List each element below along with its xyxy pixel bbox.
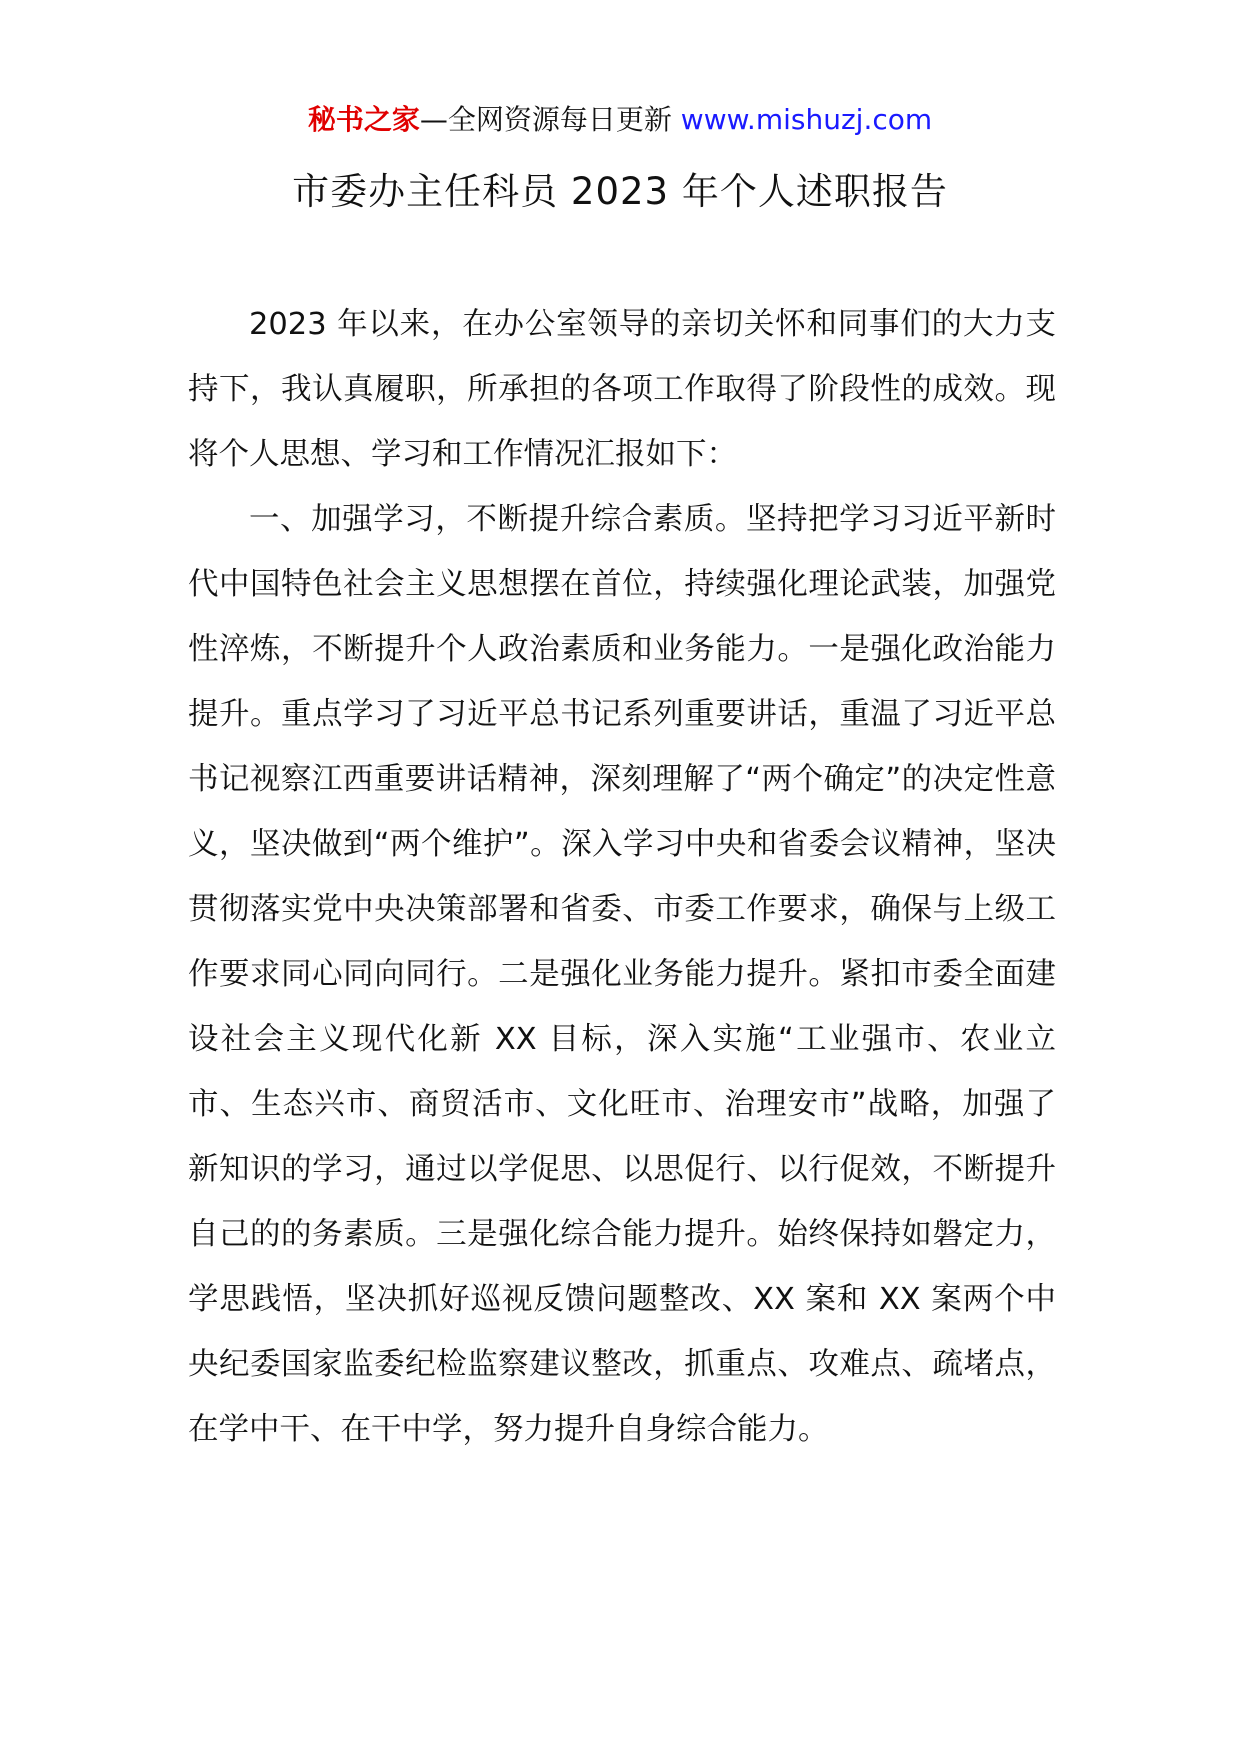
site-header — [0, 100, 1240, 140]
paragraph-section-1: 一、加强学习，不断提升综合素质。坚持把学习习近平新时代中国特色社会主义思想摆在首位，持续强化理论武装，加强党性淬炼，不断提升个人政治素质和业务能力。一是强化政治能力提升。重点学习了习近平总书记系列重要讲话，重温了习近平总书记视察江西重要讲话精神，深刻理解了“两个确定”的决定性意义，坚决做到“两个维护”。深入学习中央和省委会议精神，坚决贯彻落实党中央决策部署和省委、市委工作要求，确保与上级工作要求同心同向同行。二是强化业务能力提升。紧扣市委全面建设社会主义现代化新 XX 目标，深入实施“工业强市、农业立市、生态兴市、商贸活市、文化旺市、治理安市”战略，加强了新知识的学习，通过以学促思、以思促行、以行促效，不断提升自己的的务素质。三是强化综合能力提升。始终保持如磐定力，学思践悟，坚决抓好巡视反馈问题整改、XX 案和 XX 案两个中央纪委国家监委纪检监察建议整改，抓重点、攻难点、疏堵点，在学中干、在干中学，努力提升自身综合能力。 — [188, 502, 1056, 1447]
site-slogan: —全网资源每日更新 — [419, 103, 672, 136]
site-brand: 秘书之家 — [307, 103, 420, 136]
document-title: 市委办主任科员 2023 年个人述职报告 — [292, 170, 948, 213]
document-body — [188, 292, 1056, 1462]
site-url-link[interactable]: www.mishuzj.com — [680, 103, 933, 136]
paragraph-intro: 2023 年以来，在办公室领导的亲切关怀和同事们的大力支持下，我认真履职，所承担的各项工作取得了阶段性的成效。现将个人思想、学习和工作情况汇报如下： — [188, 307, 1056, 472]
